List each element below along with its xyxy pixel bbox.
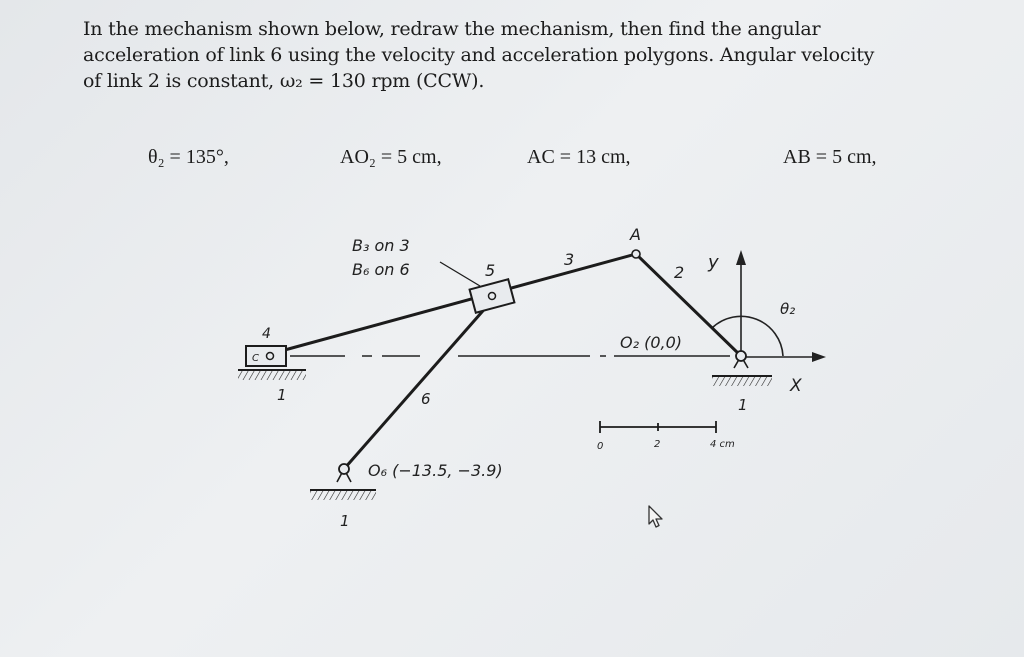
problem-line-3: of link 2 is constant, ω₂ = 130 rpm (CCW). — [83, 70, 485, 92]
o2-coordinate-label: O₂ (0,0) — [620, 333, 683, 352]
link-6-label: 6 — [421, 390, 431, 408]
ground-o6-label: 1 — [340, 512, 350, 530]
scale-tick-0: 0 — [597, 441, 604, 452]
scale-tick-4: 4 cm — [710, 439, 735, 450]
link-2-label: 2 — [674, 263, 685, 282]
theta2-label: θ₂ — [780, 300, 796, 318]
problem-line-2: acceleration of link 6 using the velocity and acceleration polygons. Angular velocity — [83, 44, 875, 66]
given-ac-length: AC = 13 cm, — [527, 146, 631, 168]
scale-bar — [600, 421, 716, 433]
link-3 — [270, 254, 636, 354]
ground-c — [238, 346, 306, 380]
scale-tick-2: 2 — [654, 439, 661, 450]
link-5-label: 5 — [485, 261, 496, 280]
x-axis-label: X — [790, 376, 802, 396]
b6-on-6-label: B₆ on 6 — [352, 260, 410, 279]
o6-coordinate-label: O₆ (−13.5, −3.9) — [368, 461, 503, 480]
b-label-pointer — [440, 262, 480, 286]
link-3-label: 3 — [564, 250, 575, 269]
mouse-cursor-icon — [646, 504, 666, 530]
b3-on-3-label: B₃ on 3 — [352, 236, 410, 255]
link-6 — [344, 288, 503, 469]
ground-o2-label: 1 — [738, 396, 748, 414]
given-ao2-length: AO₂ = 5 cm, — [340, 146, 442, 168]
link-4-label: 4 — [262, 326, 271, 342]
pin-a — [632, 250, 640, 258]
problem-line-1: In the mechanism shown below, redraw the mechanism, then find the angular — [83, 18, 821, 40]
ground-c-label: 1 — [277, 386, 287, 404]
y-axis-label: y — [708, 252, 719, 273]
given-ab-length: AB = 5 cm, — [783, 146, 877, 168]
point-c-label: C — [252, 353, 259, 364]
ground-o6 — [310, 464, 376, 500]
point-a-label: A — [630, 225, 641, 244]
given-theta2: θ₂ = 135°, — [148, 146, 229, 168]
